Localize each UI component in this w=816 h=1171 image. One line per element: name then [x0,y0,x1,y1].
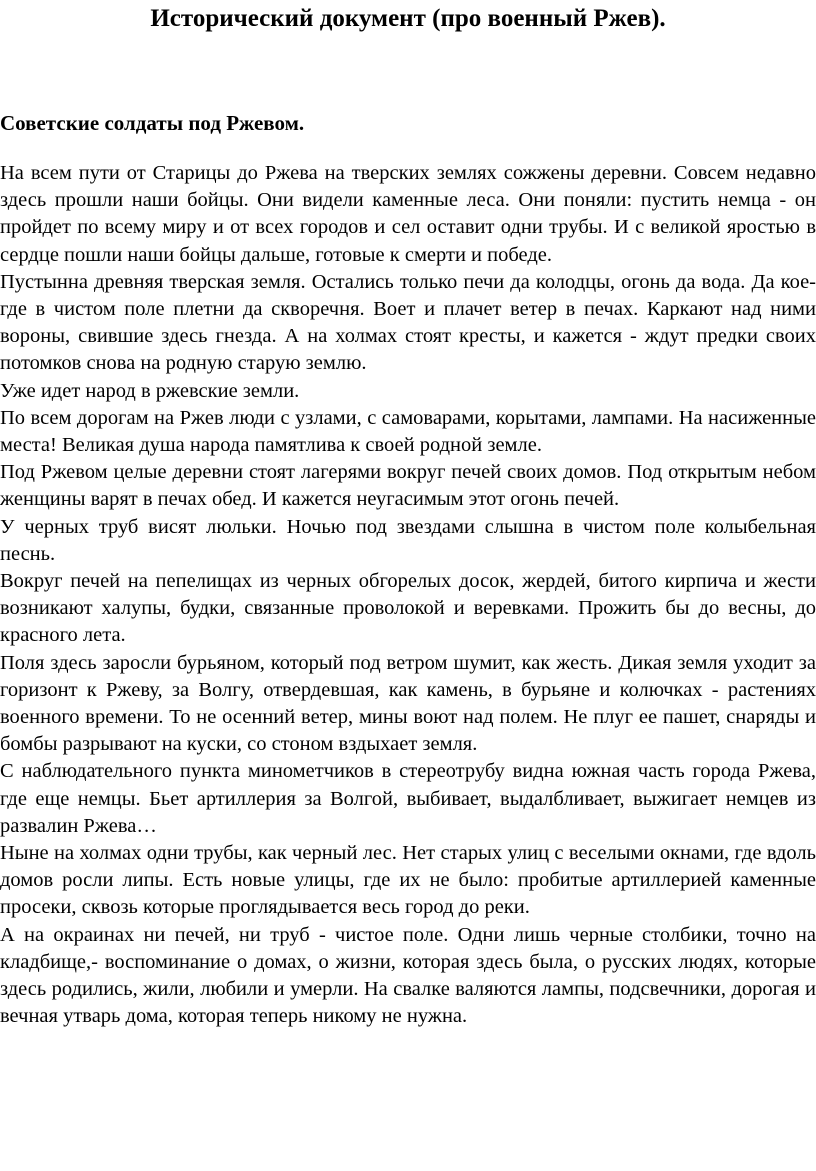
paragraph: По всем дорогам на Ржев люди с узлами, с самоварами, корытами, лампами. На насиженные места! Великая душа народа памятлива к своей родной земле. [0,406,816,457]
section-heading: Советские солдаты под Ржевом. [0,111,305,135]
paragraph: Вокруг печей на пепелищах из черных обгорелых досок, жердей, битого кирпича и жести возникают халупы, будки, связанные проволокой и веревками. Прожить бы до весны, до красного лета. [0,570,816,647]
paragraph: С наблюдательного пункта минометчиков в стереотрубу видна южная часть города Ржева, где еще немцы. Бьет артиллерия за Волгой, выбивает, выдалбливает, выжигает немцев из развалин Ржева… [0,760,816,837]
paragraph: А на окраинах ни печей, ни труб - чистое поле. Одни лишь черные столбики, точно на кладбище,- воспоминание о домах, о жизни, которая здесь была, о русских людях, которые здесь родились, жили, любили и умерли. На свалке валяются лампы, подсвечники, дорогая и вечная утварь дома, которая теперь никому не нужна. [0,923,816,1028]
paragraph: У черных труб висят люльки. Ночью под звездами слышна в чистом поле колыбельная песнь. [0,515,816,565]
paragraph: Уже идет народ в ржевские земли. [0,379,300,402]
paragraph: Пустынна древняя тверская земля. Остались только печи да колодцы, огонь да вода. Да кое-где в чистом поле плетни да скворечня. Воет и плачет ветер в печах. Каркают над ними вороны, свившие здесь гнезда. А на холмах стоят кресты, и кажется - ждут предки своих потомков снова на родную старую землю. [0,270,816,375]
document-title: Исторический документ (про военный Ржев). [150,5,666,32]
paragraph: Под Ржевом целые деревни стоят лагерями вокруг печей своих домов. Под открытым небом женщины варят в печах обед. И кажется неугасимым этот огонь печей. [0,461,816,511]
document-body [0,160,816,1031]
paragraph: На всем пути от Старицы до Ржева на тверских землях сожжены деревни. Совсем недавно здесь прошли наши бойцы. Они видели каменные леса. Они поняли: пустить немца - он пройдет по всему миру и от всех городов и сел оставит одни трубы. И с великой яростью в сердце пошли наши бойцы дальше, готовые к смерти и победе. [0,162,816,266]
paragraph: Поля здесь заросли бурьяном, который под ветром шумит, как жесть. Дикая земля уходит за горизонт к Ржеву, за Волгу, отвердевшая, как камень, в бурьяне и колючках - растениях военного времени. То не осенний ветер, мины воют над полем. Не плуг ее пашет, снаряды и бомбы разрывают на куски, со стоном вздыхает земля. [0,651,816,756]
paragraph: Ныне на холмах одни трубы, как черный лес. Нет старых улиц с веселыми окнами, где вдоль домов росли липы. Есть новые улицы, где их не было: пробитые артиллерией каменные просеки, сквозь которые проглядывается весь город до реки. [0,842,816,919]
